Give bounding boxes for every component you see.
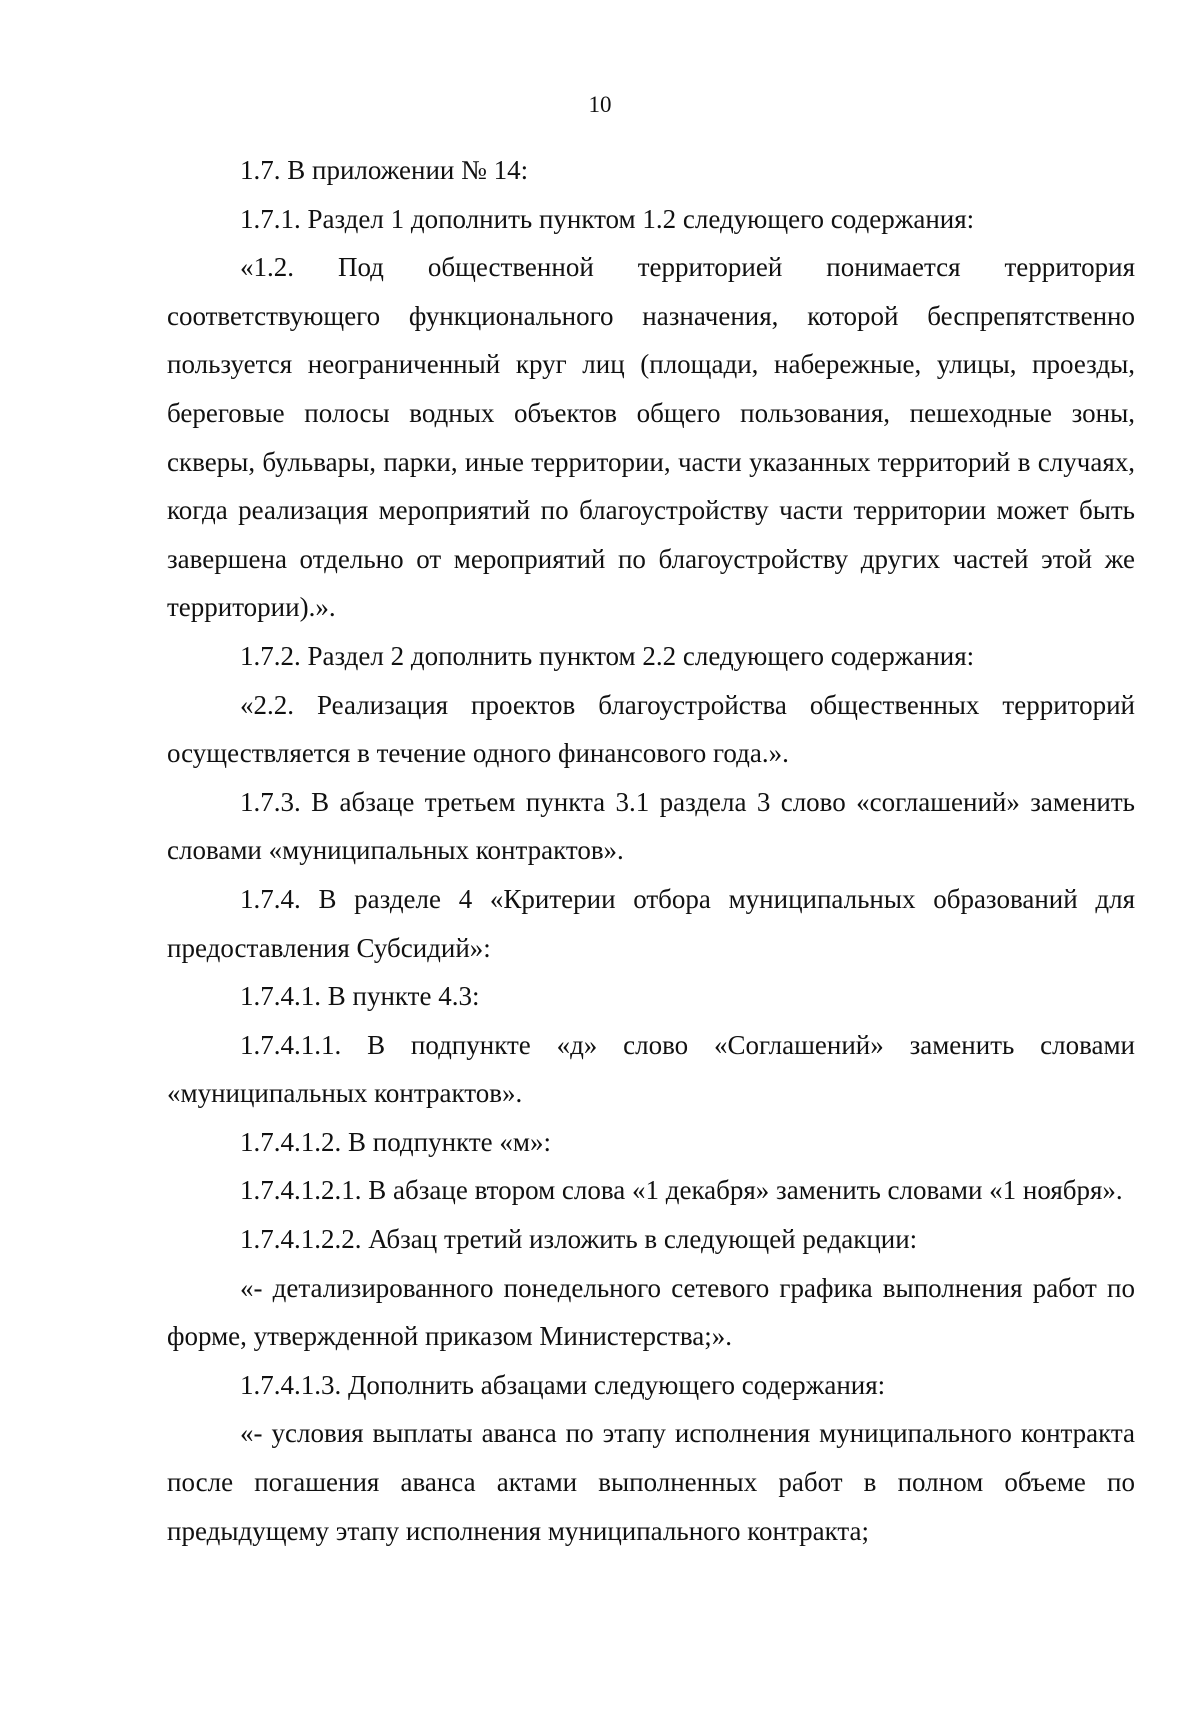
paragraph-2-2-quote: «2.2. Реализация проектов благоустройства общественных территорий осуществляется в течение одного финансового года.». [167, 689, 1135, 769]
paragraph-schedule-quote: «- детализированного понедельного сетевого графика выполнения работ по форме, утвержденной приказом Министерства;». [167, 1272, 1135, 1352]
paragraph-1-2-quote: «1.2. Под общественной территорией понимается территория соответствующего функционального назначения, которой беспрепятственно пользуется неограниченный круг лиц (площади, набережные, улицы, проезды, береговые полосы водных объектов общего пользования, пешеходные зоны, скверы, бульвары, парки, иные территории, части указанных территорий в случаях, когда реализация мероприятий по благоустройству части территории может быть завершена отдельно от мероприятий по благоустройству других частей этой же территории).». [167, 252, 1135, 623]
paragraph-1-7-4-1-2-2: 1.7.4.1.2.2. Абзац третий изложить в следующей редакции: [240, 1224, 918, 1255]
paragraph-1-7-4-1: 1.7.4.1. В пункте 4.3: [240, 981, 480, 1012]
paragraph-1-7-4-1-2-1: 1.7.4.1.2.1. В абзаце втором слова «1 декабря» заменить словами «1 ноября». [240, 1175, 1123, 1206]
paragraph-1-7-4-1-1: 1.7.4.1.1. В подпункте «д» слово «Соглашений» заменить словами «муниципальных контрактов». [167, 1029, 1135, 1109]
paragraph-1-7-3: 1.7.3. В абзаце третьем пункта 3.1 раздела 3 слово «соглашений» заменить словами «муниципальных контрактов». [167, 786, 1135, 866]
document-body [167, 146, 1135, 1555]
paragraph-advance-quote: «- условия выплаты аванса по этапу исполнения муниципального контракта после погашения аванса актами выполненных работ в полном объеме по предыдущему этапу исполнения муниципального контракта; [167, 1418, 1135, 1546]
paragraph-1-7-4-1-2: 1.7.4.1.2. В подпункте «м»: [240, 1126, 551, 1157]
paragraph-1-7-1: 1.7.1. Раздел 1 дополнить пунктом 1.2 следующего содержания: [240, 203, 975, 234]
page-number: 10 [588, 92, 612, 117]
paragraph-1-7: 1.7. В приложении № 14: [240, 155, 529, 185]
paragraph-1-7-4: 1.7.4. В разделе 4 «Критерии отбора муниципальных образований для предоставления Субсидий»: [167, 883, 1135, 963]
paragraph-1-7-4-1-3: 1.7.4.1.3. Дополнить абзацами следующего содержания: [240, 1369, 886, 1400]
paragraph-1-7-2: 1.7.2. Раздел 2 дополнить пунктом 2.2 следующего содержания: [240, 640, 975, 671]
